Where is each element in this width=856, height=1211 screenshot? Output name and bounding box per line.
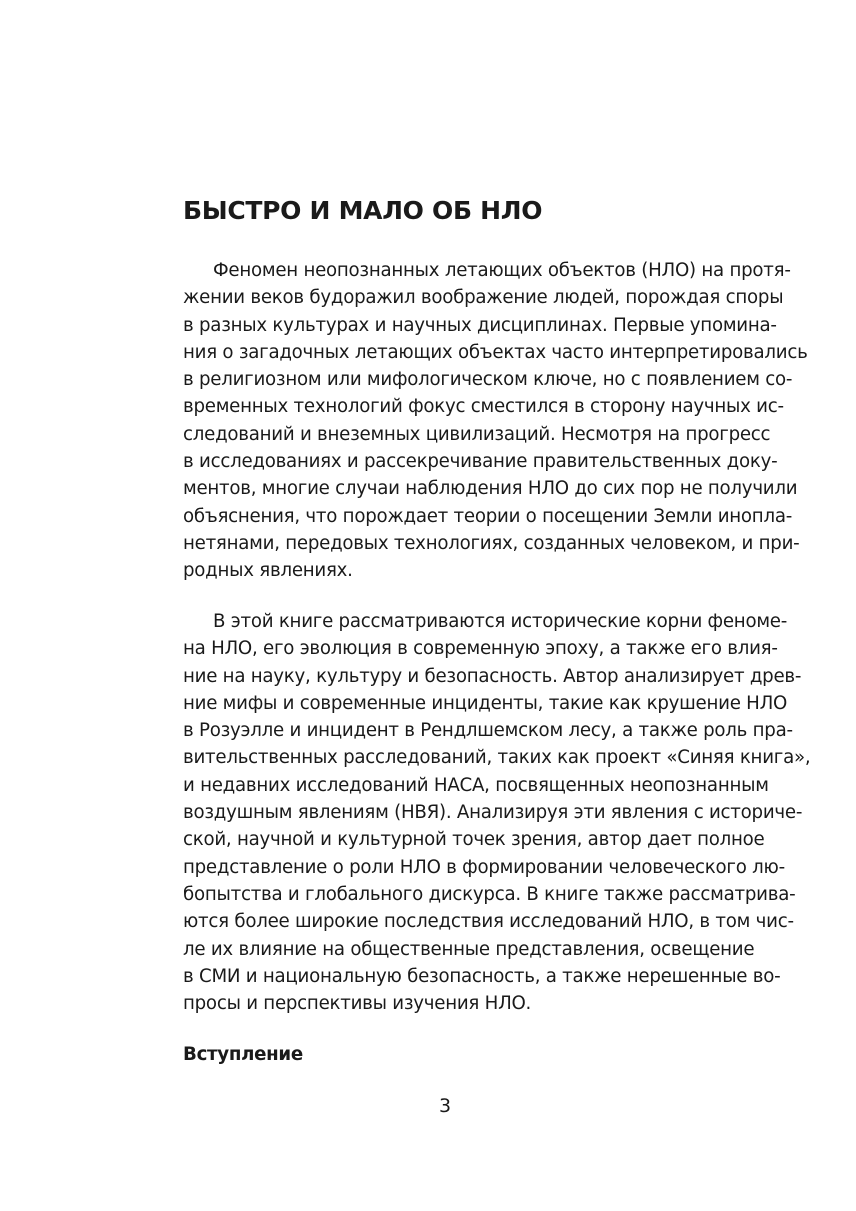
paragraph-line: следований и внеземных цивилизаций. Несмотря на прогресс	[183, 423, 771, 445]
paragraph-line: в СМИ и национальную безопасность, а также нерешенные во-	[183, 965, 781, 987]
paragraph-line: ние мифы и современные инциденты, такие как крушение НЛО	[183, 692, 788, 714]
paragraph-line: воздушным явлениям (НВЯ). Анализируя эти явления с историче-	[183, 802, 803, 824]
paragraph-intro	[183, 257, 808, 585]
paragraph-line: и недавних исследований НАСА, посвященных неопознанным	[183, 774, 769, 796]
paragraph-line: вительственных расследований, таких как проект «Синяя книга»,	[183, 747, 811, 769]
paragraph-line: ментов, многие случаи наблюдения НЛО до сих пор не получили	[183, 478, 798, 500]
paragraph-line: просы и перспективы изучения НЛО.	[183, 993, 532, 1015]
section-subheading: Вступление	[183, 1044, 303, 1065]
paragraph-book-summary	[183, 608, 811, 1017]
paragraph-line: в исследованиях и рассекречивание правительственных доку-	[183, 451, 778, 473]
paragraph-line: бопытства и глобального дискурса. В книге также рассматрива-	[183, 883, 796, 905]
paragraph-line: нетянами, передовых технологиях, созданных человеком, и при-	[183, 532, 800, 554]
paragraph-line: в религиозном или мифологическом ключе, но с появлением со-	[183, 369, 793, 391]
paragraph-line: ния о загадочных летающих объектах часто интерпретировались	[183, 341, 808, 363]
paragraph-line: жении веков будоражил воображение людей, порождая споры	[183, 287, 784, 309]
paragraph-line: ской, научной и культурной точек зрения, автор дает полное	[183, 829, 765, 851]
paragraph-line: Феномен неопознанных летающих объектов (НЛО) на протя-	[213, 260, 791, 281]
paragraph-line: временных технологий фокус сместился в сторону научных ис-	[183, 396, 784, 418]
paragraph-line: ются более широкие последствия исследований НЛО, в том чис-	[183, 911, 794, 933]
paragraph-line: в разных культурах и научных дисциплинах. Первые упомина-	[183, 314, 777, 336]
paragraph-line: представление о роли НЛО в формировании человеческого лю-	[183, 856, 785, 878]
chapter-title: БЫСТРО И МАЛО ОБ НЛО	[183, 196, 543, 225]
page-number: 3	[438, 1095, 452, 1117]
paragraph-line: ние на науку, культуру и безопасность. Автор анализирует древ-	[183, 665, 802, 687]
paragraph-line: В этой книге рассматриваются исторические корни феноме-	[213, 611, 788, 632]
paragraph-line: на НЛО, его эволюция в современную эпоху, а также его влия-	[183, 638, 778, 660]
paragraph-line: родных явлениях.	[183, 560, 353, 582]
paragraph-line: в Розуэлле и инцидент в Рендлшемском лесу, а также роль пра-	[183, 720, 793, 742]
paragraph-line: объяснения, что порождает теории о посещении Земли инопла-	[183, 505, 793, 527]
paragraph-line: ле их влияние на общественные представления, освещение	[183, 938, 755, 960]
